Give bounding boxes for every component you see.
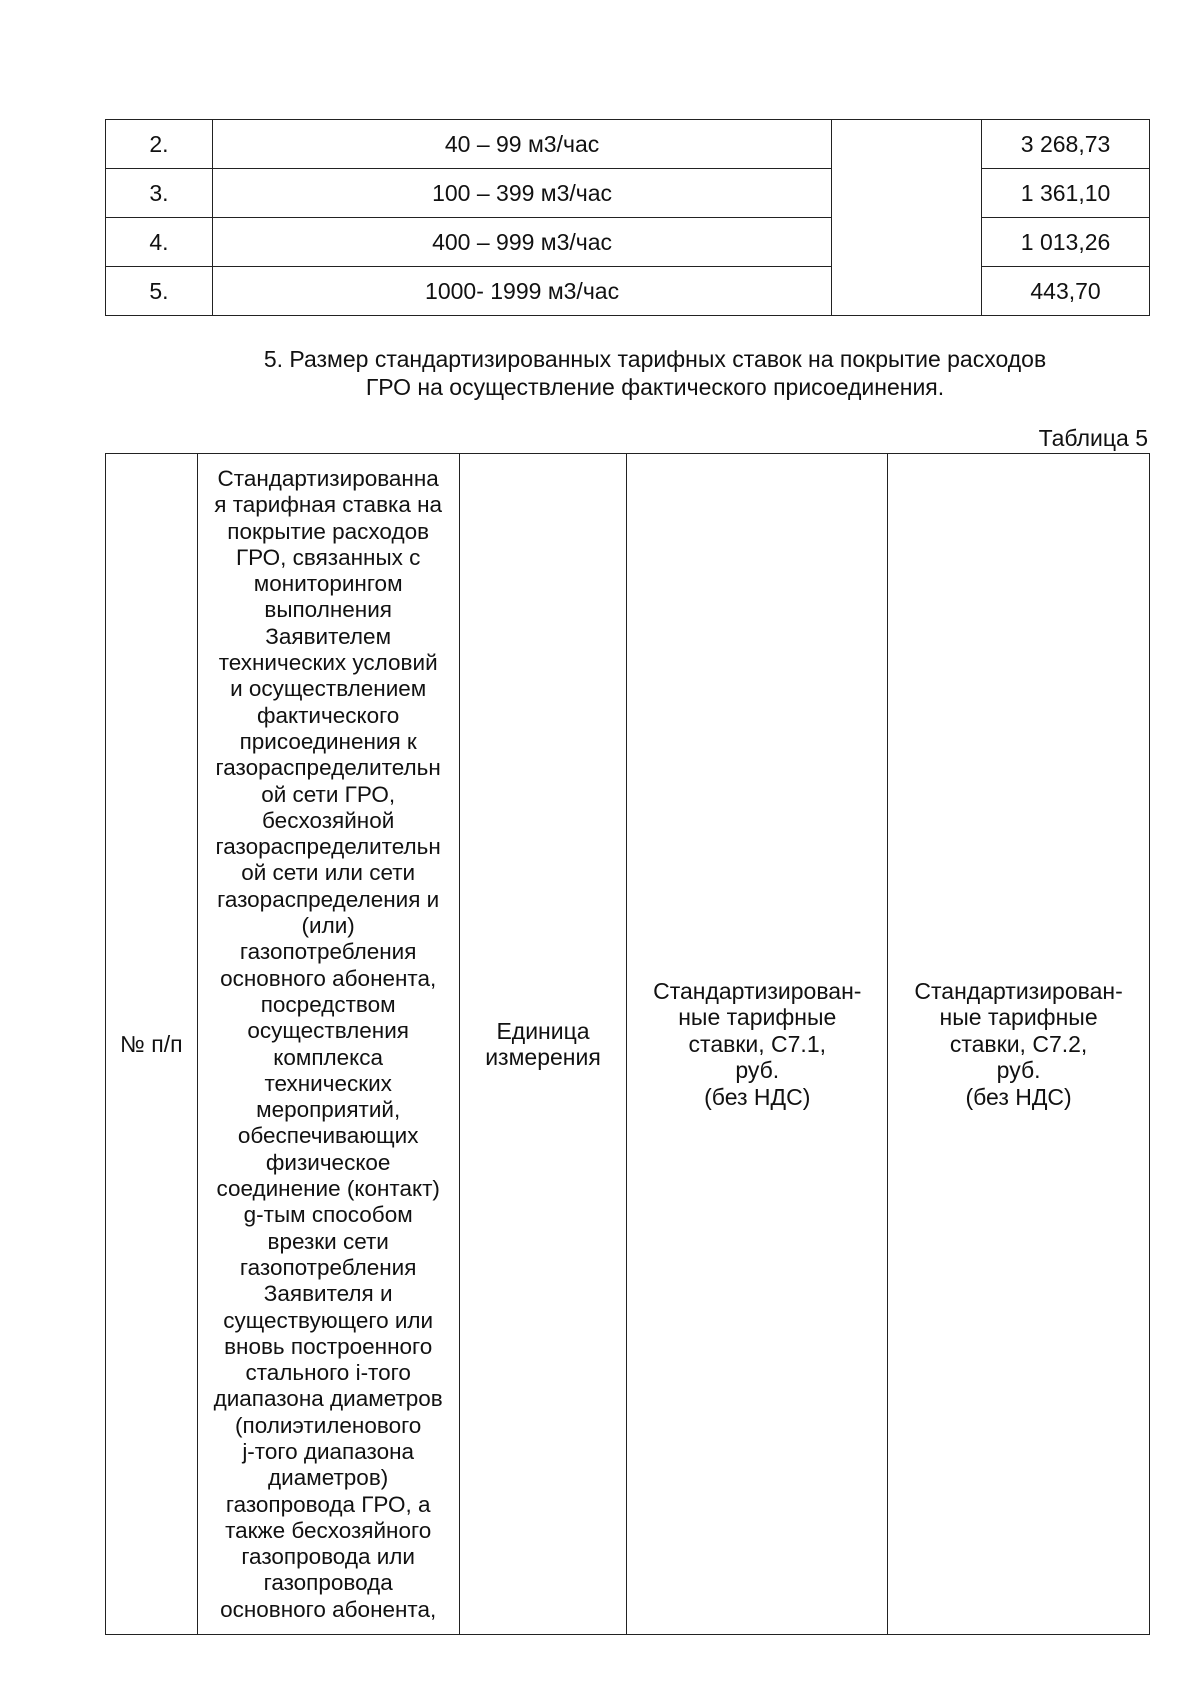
- row-number: 3.: [106, 169, 213, 218]
- tariff-value: 443,70: [982, 267, 1150, 316]
- header-number: № п/п: [106, 454, 198, 1635]
- row-number: 5.: [106, 267, 213, 316]
- tariff-value: 1 013,26: [982, 218, 1150, 267]
- tariff-table-5: [105, 453, 1150, 1635]
- capacity-range: 1000- 1999 м3/час: [212, 267, 831, 316]
- tariff-value: 3 268,73: [982, 120, 1150, 169]
- table-row: [106, 267, 1150, 316]
- capacity-range: 100 – 399 м3/час: [212, 169, 831, 218]
- row-number: 2.: [106, 120, 213, 169]
- table-row: [106, 120, 1150, 169]
- header-description: Стандартизированна я тарифная ставка на покрытие расходов ГРО, связанных с мониторингом выполнения Заявителем технических условий и осуществлением фактического присоединения к газораспределительн ой сети ГРО, бесхозяйной газораспределительн ой сети или сети газораспределения и (или) газопотребления основного абонента, посредством осуществления комплекса технических мероприятий, обеспечивающих физическое соединение (контакт) g-тым способом врезки сети газопотребления Заявителя и существующего или вновь построенного стального i-того диапазона диаметров (полиэтиленового j-того диапазона диаметров) газопровода ГРО, а также бесхозяйного газопровода или газопровода основного абонента,: [197, 454, 459, 1635]
- row-number: 4.: [106, 218, 213, 267]
- capacity-range: 400 – 999 м3/час: [212, 218, 831, 267]
- table-row: [106, 169, 1150, 218]
- header-unit: Единица измерения: [459, 454, 627, 1635]
- section-heading: 5. Размер стандартизированных тарифных ставок на покрытие расходов ГРО на осуществление фактического присоединения.: [263, 346, 1047, 400]
- table-header-row: [106, 454, 1150, 1635]
- header-rate-c7-2: Стандартизирован- ные тарифные ставки, С7.2, руб. (без НДС): [888, 454, 1150, 1635]
- header-rate-c7-1: Стандартизирован- ные тарифные ставки, С7.1, руб. (без НДС): [627, 454, 888, 1635]
- tariff-table-continuation: [105, 119, 1150, 316]
- merged-empty-cell: [832, 120, 982, 316]
- tariff-value: 1 361,10: [982, 169, 1150, 218]
- capacity-range: 40 – 99 м3/час: [212, 120, 831, 169]
- table-label: Таблица 5: [1038, 425, 1148, 451]
- table-row: [106, 218, 1150, 267]
